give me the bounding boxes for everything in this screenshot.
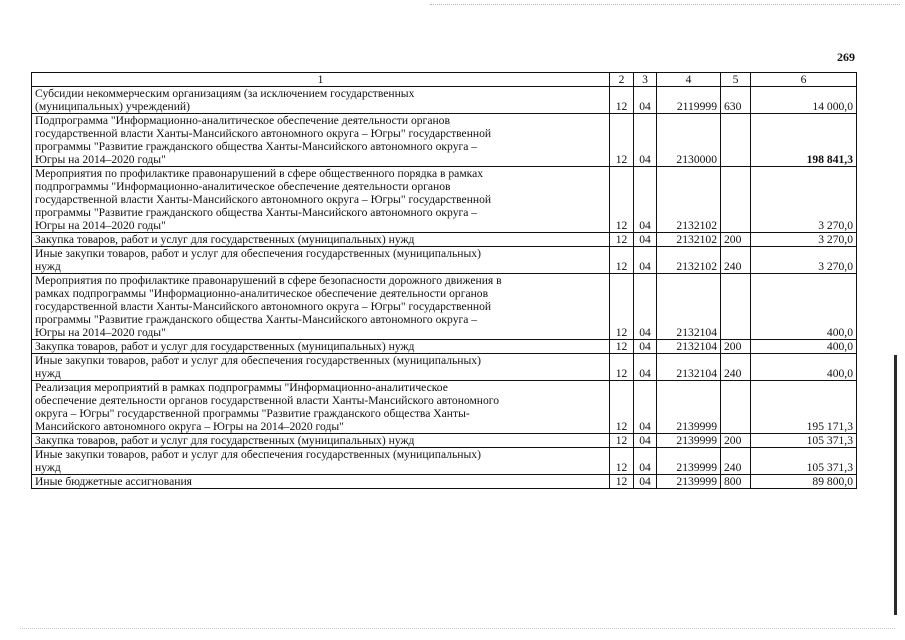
row-expense-type xyxy=(721,114,751,167)
page-number: 269 xyxy=(837,50,855,64)
table-row xyxy=(32,434,857,448)
row-section-code: 12 xyxy=(610,87,634,114)
scan-artifact-top xyxy=(430,4,900,5)
row-expense-type: 240 xyxy=(721,354,751,381)
description-line: Закупка товаров, работ и услуг для государственных (муниципальных) нужд xyxy=(35,434,415,447)
row-section-code: 12 xyxy=(610,114,634,167)
row-description xyxy=(32,381,610,434)
row-section-code: 12 xyxy=(610,274,634,340)
row-expense-type: 630 xyxy=(721,87,751,114)
table-row xyxy=(32,114,857,167)
column-header-1: 1 xyxy=(32,73,610,87)
row-target-article: 2132102 xyxy=(657,167,721,233)
row-target-article: 2132102 xyxy=(657,233,721,247)
row-description xyxy=(32,87,610,114)
row-amount: 14 000,0 xyxy=(751,87,857,114)
row-amount: 105 371,3 xyxy=(751,434,857,448)
row-amount: 3 270,0 xyxy=(751,167,857,233)
row-subsection-code: 04 xyxy=(634,448,657,475)
row-section-code: 12 xyxy=(610,233,634,247)
description-line: Иные закупки товаров, работ и услуг для обеспечения государственных (муниципальных) xyxy=(35,247,481,260)
description-line: нужд xyxy=(35,461,61,474)
row-target-article: 2132102 xyxy=(657,247,721,274)
description-line: рамках подпрограммы "Информационно-аналитическое обеспечение деятельности органов xyxy=(35,287,489,300)
description-line: Иные бюджетные ассигнования xyxy=(35,475,192,488)
description-line: Иные закупки товаров, работ и услуг для обеспечения государственных (муниципальных) xyxy=(35,354,481,367)
row-target-article: 2139999 xyxy=(657,434,721,448)
description-line: Мероприятия по профилактике правонарушений в сфере безопасности дорожного движения в xyxy=(35,274,502,287)
row-subsection-code: 04 xyxy=(634,87,657,114)
description-line: Мансийского автономного округа – Югры на 2014–2020 годы" xyxy=(35,420,344,433)
row-amount: 3 270,0 xyxy=(751,247,857,274)
row-description xyxy=(32,340,610,354)
row-subsection-code: 04 xyxy=(634,167,657,233)
row-section-code: 12 xyxy=(610,475,634,489)
description-line: нужд xyxy=(35,260,61,273)
row-expense-type xyxy=(721,167,751,233)
row-description xyxy=(32,114,610,167)
row-subsection-code: 04 xyxy=(634,233,657,247)
table-row xyxy=(32,247,857,274)
description-line: Югры на 2014–2020 годы" xyxy=(35,326,166,339)
table-row xyxy=(32,340,857,354)
row-section-code: 12 xyxy=(610,340,634,354)
row-subsection-code: 04 xyxy=(634,247,657,274)
row-description xyxy=(32,434,610,448)
row-amount: 195 171,3 xyxy=(751,381,857,434)
description-line: Югры на 2014–2020 годы" xyxy=(35,153,166,166)
description-line: округа – Югры" государственной программы "Развитие гражданского общества Ханты- xyxy=(35,407,470,420)
table-row xyxy=(32,475,857,489)
description-line: Иные закупки товаров, работ и услуг для обеспечения государственных (муниципальных) xyxy=(35,448,481,461)
row-subsection-code: 04 xyxy=(634,340,657,354)
table-row xyxy=(32,274,857,340)
description-line: государственной власти Ханты-Мансийского автономного округа – Югры" государственной xyxy=(35,300,492,313)
column-header-4: 4 xyxy=(657,73,721,87)
description-line: программы "Развитие гражданского общества Ханты-Мансийского автономного округа – xyxy=(35,140,478,153)
row-expense-type: 200 xyxy=(721,434,751,448)
row-amount: 400,0 xyxy=(751,340,857,354)
row-target-article: 2132104 xyxy=(657,354,721,381)
row-description xyxy=(32,354,610,381)
row-section-code: 12 xyxy=(610,434,634,448)
table-row xyxy=(32,87,857,114)
description-line: (муниципальных) учреждений) xyxy=(35,100,190,113)
description-line: Закупка товаров, работ и услуг для государственных (муниципальных) нужд xyxy=(35,340,415,353)
row-expense-type xyxy=(721,381,751,434)
row-subsection-code: 04 xyxy=(634,434,657,448)
description-line: Закупка товаров, работ и услуг для государственных (муниципальных) нужд xyxy=(35,233,415,246)
row-subsection-code: 04 xyxy=(634,114,657,167)
row-amount: 105 371,3 xyxy=(751,448,857,475)
row-expense-type: 240 xyxy=(721,247,751,274)
description-line: нужд xyxy=(35,367,61,380)
row-section-code: 12 xyxy=(610,354,634,381)
table-header-row xyxy=(32,73,857,87)
column-header-3: 3 xyxy=(634,73,657,87)
table-row xyxy=(32,354,857,381)
row-amount: 3 270,0 xyxy=(751,233,857,247)
row-section-code: 12 xyxy=(610,381,634,434)
row-expense-type: 800 xyxy=(721,475,751,489)
description-line: подпрограммы "Информационно-аналитическое обеспечение деятельности органов xyxy=(35,180,451,193)
row-expense-type: 200 xyxy=(721,340,751,354)
table-row xyxy=(32,167,857,233)
row-subsection-code: 04 xyxy=(634,274,657,340)
description-line: программы "Развитие гражданского общества Ханты-Мансийского автономного округа – xyxy=(35,206,478,219)
row-amount: 400,0 xyxy=(751,354,857,381)
row-target-article: 2130000 xyxy=(657,114,721,167)
description-line: государственной власти Ханты-Мансийского автономного округа – Югры" государственной xyxy=(35,127,492,140)
row-expense-type xyxy=(721,274,751,340)
description-line: государственной власти Ханты-Мансийского автономного округа – Югры" государственной xyxy=(35,193,492,206)
scan-artifact-bottom xyxy=(20,628,895,629)
row-amount: 198 841,3 xyxy=(751,114,857,167)
description-line: программы "Развитие гражданского общества Ханты-Мансийского автономного округа – xyxy=(35,313,478,326)
row-amount: 400,0 xyxy=(751,274,857,340)
column-header-6: 6 xyxy=(751,73,857,87)
row-subsection-code: 04 xyxy=(634,475,657,489)
row-description xyxy=(32,247,610,274)
row-target-article: 2132104 xyxy=(657,274,721,340)
row-subsection-code: 04 xyxy=(634,381,657,434)
row-description xyxy=(32,274,610,340)
table-row xyxy=(32,381,857,434)
description-line: Субсидии некоммерческим организациям (за исключением государственных xyxy=(35,87,415,100)
row-description xyxy=(32,233,610,247)
row-section-code: 12 xyxy=(610,167,634,233)
row-description xyxy=(32,167,610,233)
table-row xyxy=(32,448,857,475)
row-amount: 89 800,0 xyxy=(751,475,857,489)
row-description xyxy=(32,475,610,489)
row-section-code: 12 xyxy=(610,247,634,274)
row-target-article: 2139999 xyxy=(657,381,721,434)
description-line: Реализация мероприятий в рамках подпрограммы "Информационно-аналитическое xyxy=(35,381,448,394)
row-target-article: 2132104 xyxy=(657,340,721,354)
budget-table xyxy=(31,72,857,489)
scan-artifact-right-edge xyxy=(894,355,897,615)
row-target-article: 2119999 xyxy=(657,87,721,114)
row-description xyxy=(32,448,610,475)
description-line: Мероприятия по профилактике правонарушений в сфере общественного порядка в рамках xyxy=(35,167,484,180)
row-expense-type: 200 xyxy=(721,233,751,247)
row-target-article: 2139999 xyxy=(657,448,721,475)
description-line: Югры на 2014–2020 годы" xyxy=(35,219,166,232)
row-target-article: 2139999 xyxy=(657,475,721,489)
column-header-5: 5 xyxy=(721,73,751,87)
row-expense-type: 240 xyxy=(721,448,751,475)
row-section-code: 12 xyxy=(610,448,634,475)
column-header-2: 2 xyxy=(610,73,634,87)
row-subsection-code: 04 xyxy=(634,354,657,381)
budget-table-body xyxy=(32,73,857,489)
description-line: обеспечение деятельности органов государственной власти Ханты-Мансийского автономного xyxy=(35,394,500,407)
description-line: Подпрограмма "Информационно-аналитическое обеспечение деятельности органов xyxy=(35,114,450,127)
table-row xyxy=(32,233,857,247)
